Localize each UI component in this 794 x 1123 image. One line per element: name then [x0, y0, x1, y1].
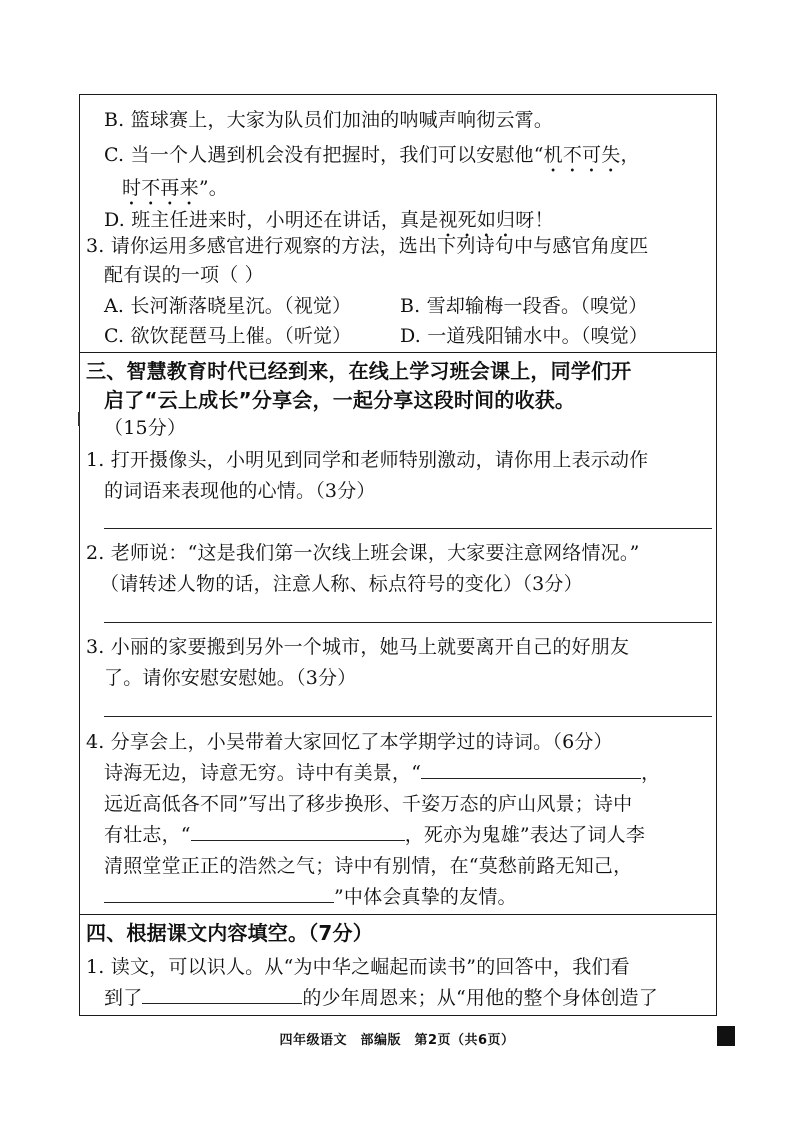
question-2-cont: （请转述人物的话，注意人称、标点符号的变化）（3分）: [100, 573, 583, 595]
section-4-question-1: 1. 读文，可以识人。从“为中华之崛起而读书”的回答中，我们看: [86, 956, 630, 978]
question-4-line-3: 远近高低各不同”写出了移步换形、千姿万态的庐山风景；诗中: [104, 793, 633, 815]
emphasized-phrase: 时不再来: [122, 177, 199, 199]
option-c: C. 当一个人遇到机会没有把握时，我们可以安慰他“机不可失，: [104, 144, 640, 166]
section-3-heading: 三、智慧教育时代已经到来，在线上学习班会课上，同学们开: [86, 359, 632, 383]
option-row-ab: [104, 293, 648, 319]
page-footer: 四年级语文 部编版 第2页（共6页）: [279, 1033, 515, 1048]
answer-line-2[interactable]: [104, 622, 712, 623]
question-4-line-6: ”中体会真挚的友情。: [104, 884, 517, 910]
corner-marker: [717, 1026, 735, 1046]
section-3-heading-cont: 启了“云上成长”分享会，一起分享这段时间的收获。: [104, 388, 576, 412]
answer-line-3[interactable]: [104, 716, 712, 717]
question-1: 1. 打开摄像头，小明见到同学和老师特别激动，请你用上表示动作: [86, 449, 649, 471]
emphasized-phrase: 机不可失: [543, 144, 621, 166]
question-4-line-5: 清照堂堂正正的浩然之气；诗中有别情，在“莫愁前路无知己，: [104, 855, 633, 877]
option-d: D. 班主任进来时，小明还在讲话，真是视死如归呀！: [104, 209, 554, 231]
margin-tick: [78, 412, 80, 426]
question-4: 4. 分享会上，小吴带着大家回忆了本学期学过的诗词。（6分）: [86, 731, 613, 753]
section-4-question-1-cont: 到了 的少年周恩来；从“用他的整个身体创造了: [104, 987, 658, 1009]
question-3-line-1: 3. 请你运用多感官进行观察的方法，选出下列诗句中与感官角度匹: [86, 235, 649, 257]
fill-blank-2[interactable]: [191, 822, 405, 841]
question-3: 3. 小丽的家要搬到另外一个城市，她马上就要离开自己的好朋友: [86, 636, 630, 658]
answer-line-1[interactable]: [104, 528, 712, 529]
section-divider: [79, 352, 717, 353]
option-row-cd: [104, 323, 648, 349]
fill-blank-4[interactable]: [142, 985, 302, 1004]
option-c-continued: 时不再来”。: [122, 177, 228, 199]
section-3-score: （15分）: [104, 417, 187, 439]
question-3-cont: 了。请你安慰安慰她。（3分）: [104, 667, 357, 689]
option-c-sense: C. 欲饮琵琶马上催。（听觉）: [104, 325, 352, 347]
question-1-cont: 的词语来表现他的心情。（3分）: [104, 480, 376, 502]
option-b-sense: B. 雪却输梅一段香。（嗅觉）: [400, 295, 648, 317]
section-4-heading: 四、根据课文内容填空。（7分）: [86, 921, 373, 945]
question-3-line-2: 配有误的一项（ ）: [104, 264, 264, 286]
option-a: A. 长河渐落晓星沉。（视觉）: [104, 295, 352, 317]
question-4-line-2: 诗海无边，诗意无穷。诗中有美景，“ ，: [104, 762, 661, 784]
option-b: B. 篮球赛上，大家为队员们加油的呐喊声响彻云霄。: [104, 109, 554, 131]
section-divider: [79, 914, 717, 915]
emphasized-phrase: 视死如归: [438, 209, 516, 231]
option-d-sense: D. 一道残阳铺水中。（嗅觉）: [400, 325, 649, 347]
question-4-line-4: 有壮志，“ ，死亦为鬼雄”表达了词人李: [104, 824, 646, 846]
question-2: 2. 老师说：“这是我们第一次线上班会课，大家要注意网络情况。”: [86, 542, 640, 564]
fill-blank-3[interactable]: [104, 884, 334, 903]
fill-blank-1[interactable]: [421, 760, 641, 779]
